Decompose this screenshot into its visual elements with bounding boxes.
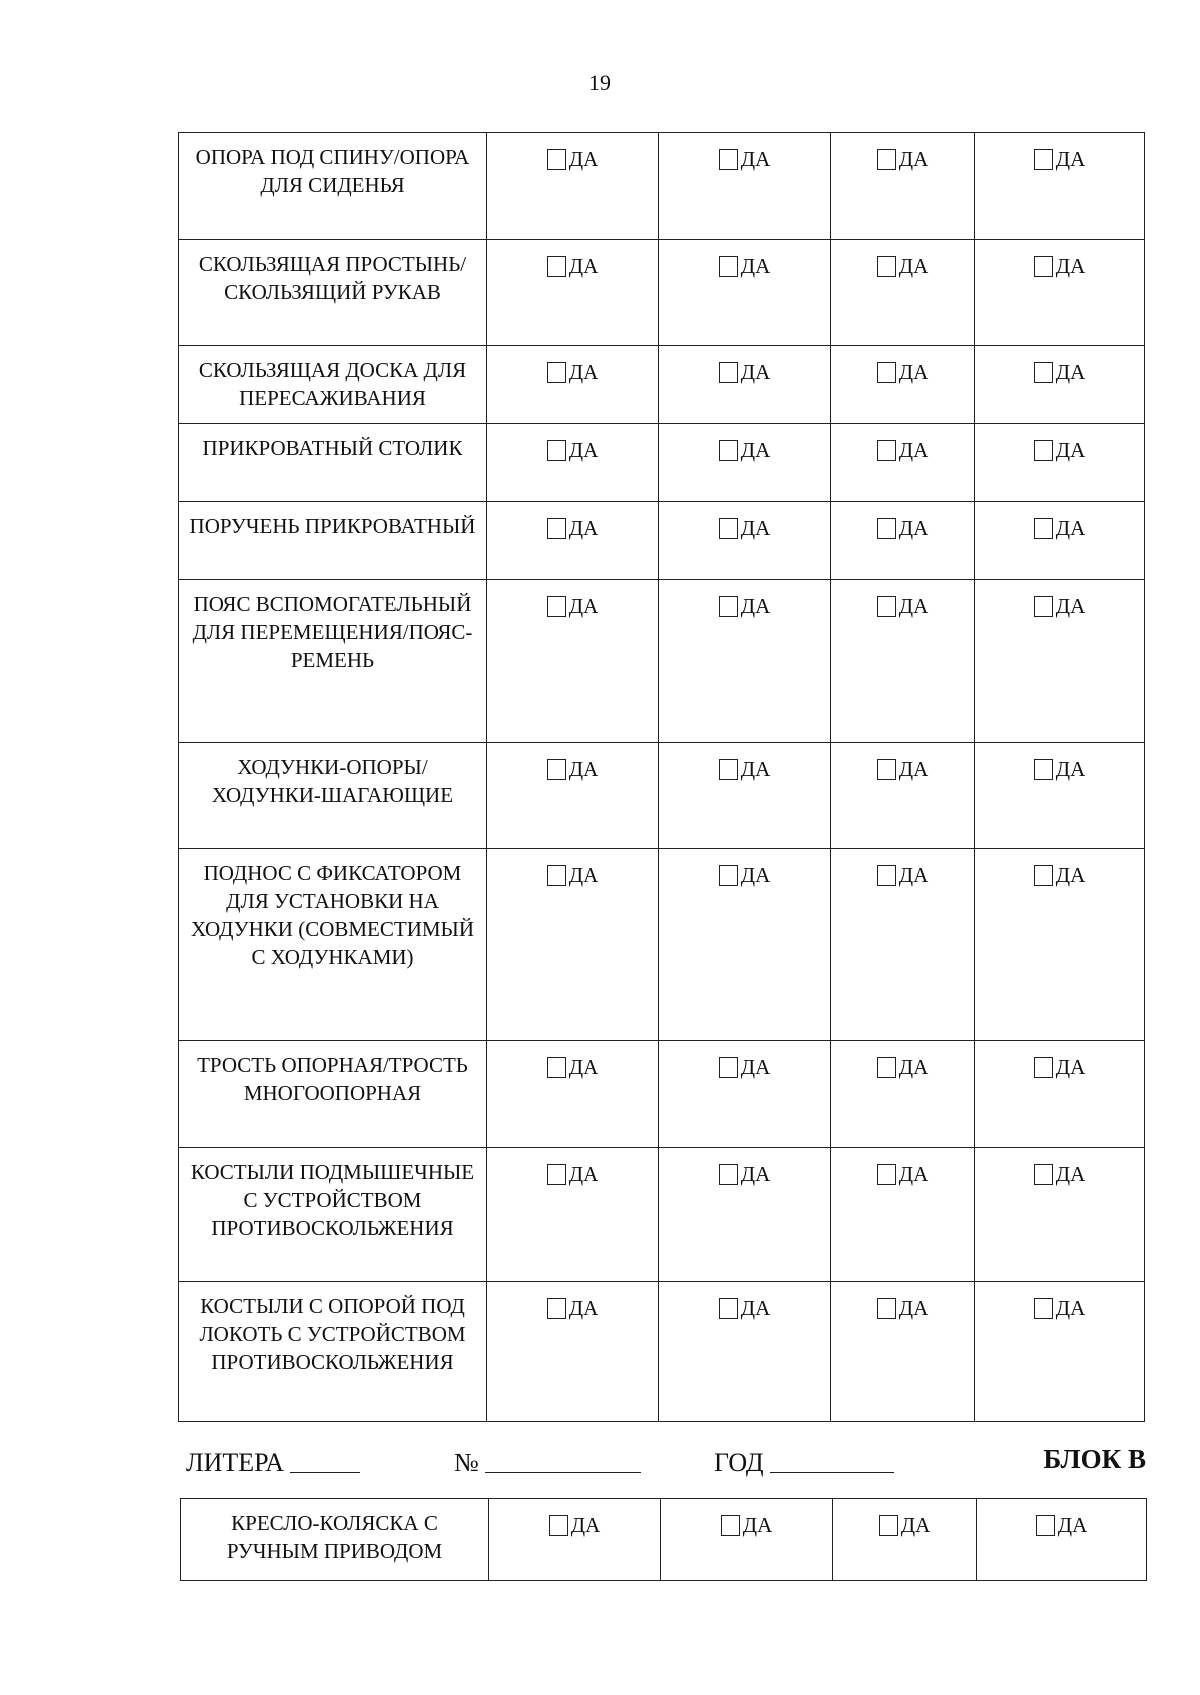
yes-checkbox[interactable] xyxy=(547,865,566,886)
device-name: ХОДУНКИ-ОПОРЫ/ХОДУНКИ-ШАГАЮЩИЕ xyxy=(179,743,487,849)
yes-checkbox[interactable] xyxy=(547,362,566,383)
yes-checkbox[interactable] xyxy=(1034,865,1053,886)
yes-label: ДА xyxy=(568,757,599,781)
yes-checkbox[interactable] xyxy=(547,440,566,461)
yes-checkbox[interactable] xyxy=(719,1057,738,1078)
device-name: ТРОСТЬ ОПОРНАЯ/ТРОСТЬ МНОГООПОРНАЯ xyxy=(179,1041,487,1148)
yes-label: ДА xyxy=(740,360,771,384)
yes-label: ДА xyxy=(898,516,929,540)
yes-label: ДА xyxy=(740,757,771,781)
number-field xyxy=(454,1448,641,1478)
yes-label: ДА xyxy=(898,360,929,384)
device-name: ПОРУЧЕНЬ ПРИКРОВАТНЫЙ xyxy=(179,502,487,580)
yes-label: ДА xyxy=(740,1055,771,1079)
yes-label: ДА xyxy=(570,1513,601,1537)
table-row xyxy=(179,580,1145,743)
yes-label: ДА xyxy=(568,1296,599,1320)
year-input[interactable] xyxy=(770,1452,894,1476)
yes-label: ДА xyxy=(898,1162,929,1186)
yes-checkbox[interactable] xyxy=(1034,759,1053,780)
yes-label: ДА xyxy=(740,1162,771,1186)
yes-checkbox[interactable] xyxy=(1036,1515,1055,1536)
yes-label: ДА xyxy=(740,594,771,618)
yes-label: ДА xyxy=(898,147,929,171)
yes-label: ДА xyxy=(568,863,599,887)
yes-label: ДА xyxy=(1055,1162,1086,1186)
yes-checkbox[interactable] xyxy=(877,1164,896,1185)
yes-checkbox[interactable] xyxy=(549,1515,568,1536)
table-row xyxy=(179,1041,1145,1148)
yes-label: ДА xyxy=(740,438,771,462)
yes-label: ДА xyxy=(1055,360,1086,384)
yes-checkbox[interactable] xyxy=(719,1164,738,1185)
litera-label: ЛИТЕРА xyxy=(186,1448,285,1477)
yes-checkbox[interactable] xyxy=(547,256,566,277)
yes-checkbox[interactable] xyxy=(719,759,738,780)
yes-checkbox[interactable] xyxy=(547,518,566,539)
yes-label: ДА xyxy=(1055,594,1086,618)
yes-label: ДА xyxy=(740,863,771,887)
yes-checkbox[interactable] xyxy=(877,759,896,780)
block-header xyxy=(186,1444,1146,1488)
year-label: ГОД xyxy=(714,1448,764,1477)
block-label: БЛОК В xyxy=(1043,1444,1146,1474)
block-b-table xyxy=(180,1498,1147,1581)
yes-label: ДА xyxy=(1055,147,1086,171)
page-number: 19 xyxy=(589,70,611,95)
table-row xyxy=(181,1499,1147,1581)
yes-checkbox[interactable] xyxy=(719,149,738,170)
yes-label: ДА xyxy=(568,360,599,384)
table-row xyxy=(179,849,1145,1041)
yes-label: ДА xyxy=(900,1513,931,1537)
yes-label: ДА xyxy=(740,147,771,171)
yes-checkbox[interactable] xyxy=(1034,362,1053,383)
yes-label: ДА xyxy=(1055,1055,1086,1079)
yes-label: ДА xyxy=(898,438,929,462)
yes-label: ДА xyxy=(740,254,771,278)
yes-label: ДА xyxy=(568,147,599,171)
yes-checkbox[interactable] xyxy=(719,362,738,383)
yes-label: ДА xyxy=(898,1055,929,1079)
device-name: ПОЯС ВСПОМОГАТЕЛЬНЫЙ ДЛЯ ПЕРЕМЕЩЕНИЯ/ПОЯС-РЕМЕНЬ xyxy=(179,580,487,743)
number-label: № xyxy=(454,1448,479,1477)
yes-checkbox[interactable] xyxy=(719,865,738,886)
yes-checkbox[interactable] xyxy=(719,1298,738,1319)
yes-label: ДА xyxy=(568,1162,599,1186)
yes-label: ДА xyxy=(568,1055,599,1079)
yes-label: ДА xyxy=(1055,438,1086,462)
yes-checkbox[interactable] xyxy=(721,1515,740,1536)
number-input[interactable] xyxy=(485,1452,641,1476)
device-name: ПОДНОС С ФИКСАТОРОМ ДЛЯ УСТАНОВКИ НА ХОДУНКИ (СОВМЕСТИМЫЙ С ХОДУНКАМИ) xyxy=(179,849,487,1041)
table-row xyxy=(179,240,1145,346)
yes-checkbox[interactable] xyxy=(1034,256,1053,277)
device-name: КОСТЫЛИ ПОДМЫШЕЧНЫЕ С УСТРОЙСТВОМ ПРОТИВОСКОЛЬЖЕНИЯ xyxy=(179,1148,487,1282)
yes-checkbox[interactable] xyxy=(1034,518,1053,539)
litera-field xyxy=(186,1448,360,1478)
yes-checkbox[interactable] xyxy=(877,256,896,277)
yes-checkbox[interactable] xyxy=(1034,1057,1053,1078)
yes-checkbox[interactable] xyxy=(1034,149,1053,170)
yes-checkbox[interactable] xyxy=(547,1057,566,1078)
yes-label: ДА xyxy=(1057,1513,1088,1537)
yes-label: ДА xyxy=(898,863,929,887)
table-row xyxy=(179,743,1145,849)
yes-checkbox[interactable] xyxy=(547,596,566,617)
table-row xyxy=(179,424,1145,502)
yes-checkbox[interactable] xyxy=(1034,1298,1053,1319)
table-row xyxy=(179,133,1145,240)
yes-checkbox[interactable] xyxy=(547,149,566,170)
yes-checkbox[interactable] xyxy=(877,149,896,170)
yes-checkbox[interactable] xyxy=(877,518,896,539)
yes-label: ДА xyxy=(568,254,599,278)
yes-label: ДА xyxy=(742,1513,773,1537)
device-name: СКОЛЬЗЯЩАЯ ДОСКА ДЛЯ ПЕРЕСАЖИВАНИЯ xyxy=(179,346,487,424)
device-name: СКОЛЬЗЯЩАЯ ПРОСТЫНЬ/СКОЛЬЗЯЩИЙ РУКАВ xyxy=(179,240,487,346)
yes-label: ДА xyxy=(740,1296,771,1320)
table-row xyxy=(179,1148,1145,1282)
yes-checkbox[interactable] xyxy=(877,1298,896,1319)
yes-checkbox[interactable] xyxy=(719,440,738,461)
assistive-devices-table xyxy=(178,132,1145,1422)
yes-label: ДА xyxy=(898,757,929,781)
yes-checkbox[interactable] xyxy=(547,759,566,780)
table-row xyxy=(179,502,1145,580)
yes-checkbox[interactable] xyxy=(877,362,896,383)
yes-label: ДА xyxy=(568,594,599,618)
yes-checkbox[interactable] xyxy=(719,256,738,277)
yes-label: ДА xyxy=(568,438,599,462)
yes-checkbox[interactable] xyxy=(1034,440,1053,461)
yes-checkbox[interactable] xyxy=(1034,1164,1053,1185)
yes-label: ДА xyxy=(1055,254,1086,278)
device-name: ОПОРА ПОД СПИНУ/ОПОРА ДЛЯ СИДЕНЬЯ xyxy=(179,133,487,240)
yes-checkbox[interactable] xyxy=(877,440,896,461)
yes-label: ДА xyxy=(898,254,929,278)
yes-label: ДА xyxy=(1055,863,1086,887)
yes-label: ДА xyxy=(740,516,771,540)
yes-label: ДА xyxy=(568,516,599,540)
yes-label: ДА xyxy=(1055,757,1086,781)
table-row xyxy=(179,1282,1145,1422)
yes-checkbox[interactable] xyxy=(877,596,896,617)
yes-label: ДА xyxy=(1055,1296,1086,1320)
yes-checkbox[interactable] xyxy=(879,1515,898,1536)
device-name: КОСТЫЛИ С ОПОРОЙ ПОД ЛОКОТЬ С УСТРОЙСТВОМ ПРОТИВОСКОЛЬЖЕНИЯ xyxy=(179,1282,487,1422)
yes-checkbox[interactable] xyxy=(547,1164,566,1185)
year-field xyxy=(714,1448,894,1478)
device-name: ПРИКРОВАТНЫЙ СТОЛИК xyxy=(179,424,487,502)
yes-checkbox[interactable] xyxy=(719,518,738,539)
yes-label: ДА xyxy=(898,594,929,618)
yes-checkbox[interactable] xyxy=(719,596,738,617)
litera-input[interactable] xyxy=(290,1452,360,1476)
device-name: КРЕСЛО-КОЛЯСКА С РУЧНЫМ ПРИВОДОМ xyxy=(181,1499,489,1581)
yes-checkbox[interactable] xyxy=(877,865,896,886)
yes-checkbox[interactable] xyxy=(547,1298,566,1319)
yes-checkbox[interactable] xyxy=(877,1057,896,1078)
yes-checkbox[interactable] xyxy=(1034,596,1053,617)
yes-label: ДА xyxy=(1055,516,1086,540)
table-row xyxy=(179,346,1145,424)
yes-label: ДА xyxy=(898,1296,929,1320)
